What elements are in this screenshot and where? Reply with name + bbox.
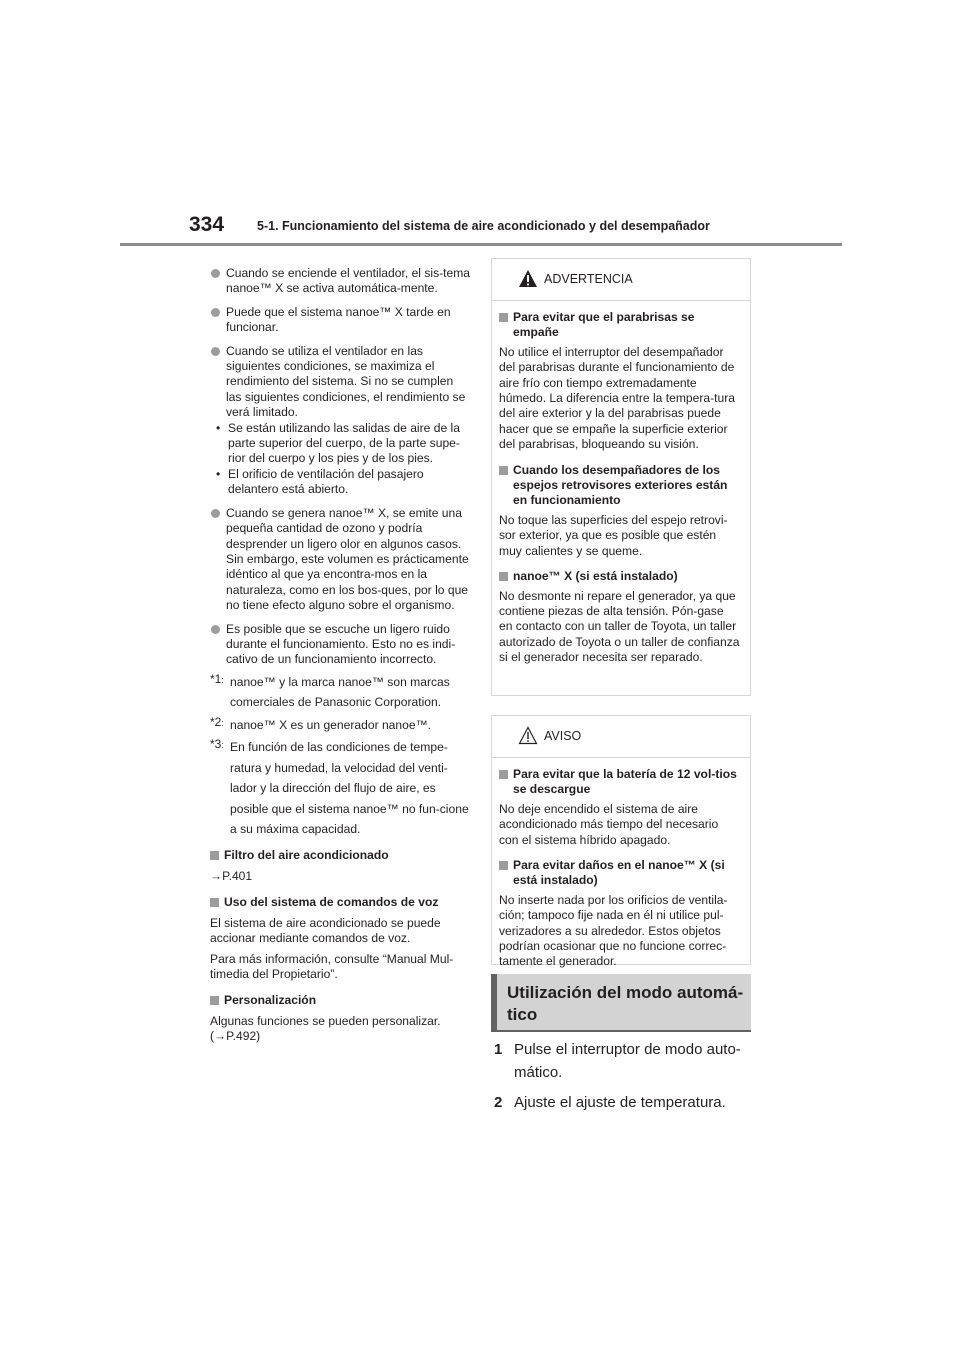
right-column	[491, 258, 751, 969]
square-bullet-icon	[499, 466, 508, 475]
small-bullet-icon: •	[216, 466, 221, 481]
step-item: 2 Ajuste el ajuste de temperatura.	[494, 1091, 754, 1114]
square-bullet-icon	[210, 898, 219, 907]
warning-section-heading: Cuando los desempañadores de los espejos retrovisores exteriores están en funcionamiento	[499, 463, 740, 509]
notice-section-text: No inserte nada por los orificios de ventila-ción; tampoco fije nada en él ni utilice pul-verizadores a su alrededor. Estos objetos podrían ocasionar que no funcione correc-tamente el generador.	[499, 892, 728, 969]
list-item: Es posible que se escuche un ligero ruido durante el funcionamiento. Esto no es indi-cativo de un funcionamiento incorrecto.	[210, 622, 472, 668]
small-bullet-icon: •	[216, 420, 221, 435]
notice-box	[491, 715, 751, 969]
page-number: 334	[189, 213, 225, 236]
sub-list-item: • El orificio de ventilación del pasajero delantero está abierto.	[216, 466, 424, 497]
left-column	[210, 266, 472, 1050]
notice-title: AVISO	[544, 729, 582, 743]
notice-section-heading: Para evitar que la batería de 12 vol-tios se descargue	[499, 767, 740, 798]
square-bullet-icon	[499, 313, 508, 322]
warning-section-text: No toque las superficies del espejo retrovi-sor exterior, ya que es posible que estén muy calientes y se queme.	[499, 512, 728, 558]
filter-heading: Filtro del aire acondicionado	[210, 848, 472, 863]
footnote: *2: nanoe™ X es un generador nanoe™.	[210, 714, 432, 732]
notice-section-heading: Para evitar daños en el nanoe™ X (si está instalado)	[499, 858, 740, 889]
notice-section-text: No deje encendido el sistema de aire acondicionado más tiempo del necesario con el sistema híbrido apagado.	[499, 801, 719, 847]
step-item: 1 Pulse el interruptor de modo auto-mático.	[494, 1038, 754, 1084]
voice-paragraph: Para más información, consulte “Manual Mul-timedia del Propietario”.	[210, 951, 454, 982]
warning-box-header	[492, 259, 750, 301]
footnote: *1: nanoe™ y la marca nanoe™ son marcas comerciales de Panasonic Corporation.	[210, 671, 450, 710]
step-number: 2	[494, 1094, 503, 1111]
list-item: Cuando se utiliza el ventilador en las siguientes condiciones, se maximiza el rendimiento del sistema. Si no se cumplen las siguientes condiciones, el rendimiento se verá limitado.	[210, 344, 472, 421]
bullet-icon	[211, 269, 220, 278]
notice-body	[492, 758, 750, 970]
bullet-icon	[211, 625, 220, 634]
square-bullet-icon	[499, 572, 508, 581]
square-bullet-icon	[499, 770, 508, 779]
page-header	[0, 0, 960, 250]
footnote: *3: En función de las condiciones de tempe-ratura y humedad, la velocidad del venti-lador y la dirección del flujo de aire, es posible que el sistema nanoe™ no fun-cione a su máxima capacidad.	[210, 737, 469, 837]
footnote-mark: *1	[210, 671, 222, 686]
auto-mode-title: Utilización del modo automá-tico	[507, 983, 744, 1024]
warning-box	[491, 258, 751, 696]
footnote-mark: *2	[210, 714, 222, 729]
bullet-icon	[211, 308, 220, 317]
step-number: 1	[494, 1041, 503, 1058]
custom-paragraph: Algunas funciones se pueden personalizar. (→P.492)	[210, 1014, 441, 1044]
voice-paragraph: El sistema de aire acondicionado se puede accionar mediante comandos de voz.	[210, 915, 441, 946]
auto-mode-steps	[494, 1038, 754, 1121]
custom-heading: Personalización	[210, 993, 472, 1008]
sub-list-item: • Se están utilizando las salidas de aire de la parte superior del cuerpo, de la parte supe-rior del cuerpo y los pies y de los pies.	[216, 420, 460, 466]
section-title: 5-1. Funcionamiento del sistema de aire acondicionado y del desempañador	[257, 219, 710, 233]
warning-icon	[518, 269, 538, 288]
filter-reference: →P.401	[210, 869, 253, 884]
bullet-icon	[211, 347, 220, 356]
warning-section-text: No desmonte ni repare el generador, ya que contiene piezas de alta tensión. Pón-gase en contacto con un taller de Toyota, un taller autorizado de Toyota o un taller de confianza si el generador necesita ser reparado.	[499, 588, 740, 665]
square-bullet-icon	[210, 851, 219, 860]
notice-box-header	[492, 716, 750, 758]
footnote-mark: *3	[210, 737, 222, 752]
list-item: Cuando se genera nanoe™ X, se emite una pequeña cantidad de ozono y podría desprender un ligero olor en algunos casos. Sin embargo, este volumen es prácticamente idéntico al que ya encontra-mos en la naturaleza, como en los bos-ques, por lo que no tiene efecto alguno sobre el organismo.	[210, 506, 472, 614]
auto-mode-section-banner	[491, 974, 751, 1032]
warning-body	[492, 301, 750, 666]
bullet-icon	[211, 509, 220, 518]
caution-icon	[518, 726, 538, 745]
list-item: Cuando se enciende el ventilador, el sis-tema nanoe™ X se activa automática-mente.	[210, 266, 472, 297]
square-bullet-icon	[499, 861, 508, 870]
banner-accent-bar	[491, 974, 497, 1030]
square-bullet-icon	[210, 996, 219, 1005]
warning-section-heading: nanoe™ X (si está instalado)	[499, 569, 740, 584]
voice-heading: Uso del sistema de comandos de voz	[210, 895, 472, 910]
warning-section-text: No utilice el interruptor del desempañador del parabrisas durante el funcionamiento de aire frío con tiempo extremadamente húmedo. La diferencia entre la tempera-tura del aire exterior y la del parabrisas puede hacer que se empañe la superficie exterior del parabrisas, bloqueando su visión.	[499, 344, 735, 452]
list-item: Puede que el sistema nanoe™ X tarde en funcionar.	[210, 305, 472, 336]
header-divider	[120, 243, 842, 246]
warning-title: ADVERTENCIA	[544, 272, 633, 286]
warning-section-heading: Para evitar que el parabrisas se empañe	[499, 310, 740, 341]
